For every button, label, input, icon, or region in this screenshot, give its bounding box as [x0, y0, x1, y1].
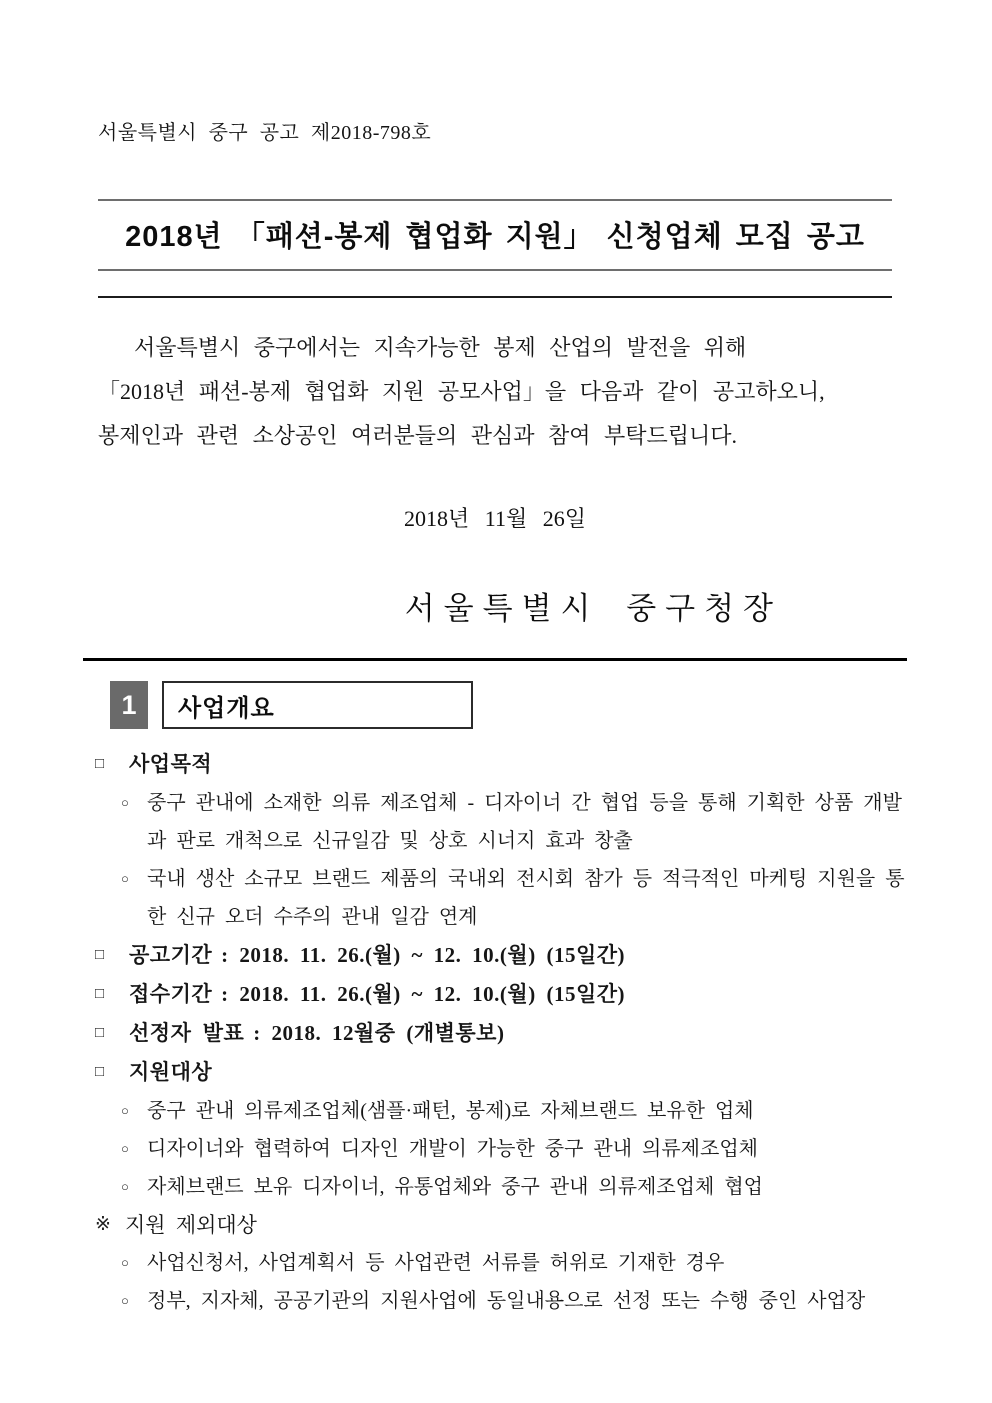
list-item-notice-period [95, 936, 912, 975]
section-title: 사업개요 [162, 681, 473, 729]
item-body [129, 1053, 912, 1092]
section-1-list [0, 745, 992, 1320]
item-text: 자체브랜드 보유 디자이너, 유통업체와 중구 관내 의류제조업체 협업 [147, 1176, 763, 1198]
item-label: 접수기간 [129, 983, 213, 1006]
circle-bullet-icon: ○ [121, 1179, 129, 1194]
list-item-application-period [95, 975, 912, 1014]
item-body [129, 975, 912, 1014]
square-bullet-icon: □ [95, 1025, 105, 1041]
list-item [95, 784, 912, 860]
item-label: 선정자 발표 [129, 1022, 245, 1045]
item-value: : 2018. 11. 26.(월) ~ 12. 10.(월) (15일간) [221, 982, 626, 1006]
square-bullet-icon: □ [95, 756, 105, 772]
item-value: : 2018. 12월중 (개별통보) [253, 1021, 505, 1045]
announcement-date: 2018년 11월 26일 [404, 506, 586, 531]
circle-bullet-icon: ○ [121, 1255, 129, 1270]
item-body [129, 1014, 912, 1053]
circle-bullet-icon: ○ [121, 1293, 129, 1308]
item-label: 지원대상 [129, 1061, 213, 1084]
circle-bullet-icon: ○ [121, 795, 129, 810]
item-text: 중구 관내 의류제조업체(샘플·패턴, 봉제)로 자체브랜드 보유한 업체 [147, 1100, 754, 1122]
circle-bullet-icon: ○ [121, 1103, 129, 1118]
title-bottom-rule [98, 269, 892, 271]
item-text: 국내 생산 소규모 브랜드 제품의 국내외 전시회 참가 등 적극적인 마케팅 지원을 통한 신규 오더 수주의 관내 일감 연계 [147, 868, 905, 928]
item-text: 디자이너와 협력하여 디자인 개발이 가능한 중구 관내 의류제조업체 [147, 1138, 758, 1160]
item-value: : 2018. 11. 26.(월) ~ 12. 10.(월) (15일간) [221, 943, 626, 967]
list-item [95, 1244, 912, 1282]
title-block [98, 199, 892, 298]
list-item [95, 1282, 912, 1320]
square-bullet-icon: □ [95, 986, 105, 1002]
item-label: 공고기간 [129, 944, 213, 967]
intro-line-1: 서울특별시 중구에서는 지속가능한 봉제 산업의 발전을 위해 [134, 335, 747, 360]
list-item-selection-announcement [95, 1014, 912, 1053]
section-1-header [110, 681, 892, 729]
item-body [125, 1206, 912, 1244]
list-item [95, 860, 912, 936]
item-text: 정부, 지자체, 공공기관의 지원사업에 동일내용으로 선정 또는 수행 중인 사업장 [147, 1290, 866, 1312]
item-label: 지원 제외대상 [125, 1213, 257, 1237]
list-item-exclusions [95, 1206, 912, 1244]
list-item [95, 1168, 912, 1206]
circle-bullet-icon: ○ [121, 871, 129, 886]
page-title: 2018년 「패션-봉제 협업화 지원」 신청업체 모집 공고 [125, 221, 865, 253]
list-item-eligibility [95, 1053, 912, 1092]
section-divider-rule [83, 658, 907, 661]
intro-paragraph [98, 326, 892, 458]
list-item-purpose [95, 745, 912, 784]
item-body [129, 745, 912, 784]
circle-bullet-icon: ○ [121, 1141, 129, 1156]
title-second-bottom-rule [98, 296, 892, 298]
item-body [129, 936, 912, 975]
reference-mark-icon: ※ [95, 1214, 111, 1235]
square-bullet-icon: □ [95, 1064, 105, 1080]
item-text: 사업신청서, 사업계획서 등 사업관련 서류를 허위로 기재한 경우 [147, 1252, 725, 1274]
item-label: 사업목적 [129, 753, 213, 776]
square-bullet-icon: □ [95, 947, 105, 963]
signer-name: 서울특별시 중구청장 [404, 591, 782, 626]
section-number-badge: 1 [110, 681, 148, 729]
doc-number: 서울특별시 중구 공고 제2018-798호 [98, 122, 432, 144]
item-text: 중구 관내에 소재한 의류 제조업체 - 디자이너 간 협업 등을 통해 기획한 상품 개발과 판로 개척으로 신규일감 및 상호 시너지 효과 창출 [147, 792, 902, 852]
list-item [95, 1092, 912, 1130]
intro-line-2: 「2018년 패션-봉제 협업화 지원 공모사업」을 다음과 같이 공고하오니, [98, 379, 825, 404]
intro-line-3: 봉제인과 관련 소상공인 여러분들의 관심과 참여 부탁드립니다. [98, 423, 738, 448]
list-item [95, 1130, 912, 1168]
